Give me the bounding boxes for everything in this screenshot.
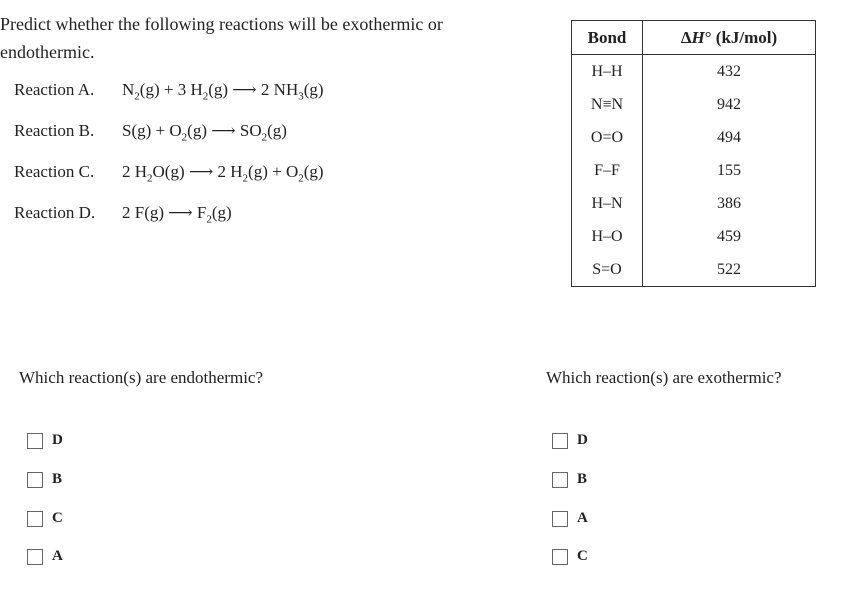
enthalpy-cell: 459: [643, 220, 816, 253]
table-row: [572, 187, 816, 220]
reaction-equation: 2 $H_2O(g)$ ⟶ 2 $H_2(g) + O_2(g)$: [122, 162, 324, 185]
checkbox[interactable]: [27, 511, 43, 527]
reaction-label: Reaction C.: [14, 162, 95, 181]
table-row: [572, 121, 816, 154]
checkbox[interactable]: [552, 549, 568, 565]
checkbox[interactable]: [27, 472, 43, 488]
checkbox[interactable]: [27, 433, 43, 449]
table-row: [572, 154, 816, 187]
option-label: B: [52, 471, 63, 487]
reaction-equation: $S(g) + O_2(g)$ ⟶ $SO_2(g)$: [122, 121, 287, 144]
endothermic-option-a[interactable]: [27, 548, 63, 565]
option-label: D: [52, 432, 63, 448]
bond-cell: H–H: [572, 55, 643, 89]
table-row: [572, 253, 816, 287]
checkbox[interactable]: [552, 472, 568, 488]
reaction-c: [14, 162, 324, 184]
enthalpy-cell: 522: [643, 253, 816, 287]
reaction-label: Reaction D.: [14, 203, 96, 222]
reaction-equation: 2 F(g) ⟶ $F_2(g)$: [122, 203, 232, 226]
table-row: [572, 220, 816, 253]
option-label: A: [577, 510, 588, 526]
enthalpy-cell: 494: [643, 121, 816, 154]
table-row: [572, 88, 816, 121]
reaction-label: Reaction A.: [14, 80, 95, 99]
option-label: B: [577, 471, 588, 487]
option-label: D: [577, 432, 588, 448]
bond-cell: N≡N: [572, 88, 643, 121]
exothermic-option-b[interactable]: [552, 471, 587, 488]
bond-cell: F–F: [572, 154, 643, 187]
exothermic-option-d[interactable]: [552, 432, 588, 449]
enthalpy-cell: 386: [643, 187, 816, 220]
endothermic-option-d[interactable]: [27, 432, 63, 449]
reaction-b: [14, 121, 287, 143]
table-row: [572, 55, 816, 89]
option-label: C: [52, 510, 63, 526]
table-header-enthalpy: ΔH° (kJ/mol): [643, 21, 816, 55]
bond-enthalpy-table: [571, 20, 816, 287]
exothermic-option-c[interactable]: [552, 548, 588, 565]
checkbox[interactable]: [27, 549, 43, 565]
exothermic-question: Which reaction(s) are exothermic?: [546, 368, 782, 387]
option-label: A: [52, 548, 63, 564]
question-prompt: Predict whether the following reactions will be exothermic or endothermic.: [0, 14, 443, 62]
bond-cell: H–N: [572, 187, 643, 220]
checkbox[interactable]: [552, 433, 568, 449]
reaction-a: [14, 80, 324, 102]
checkbox[interactable]: [552, 511, 568, 527]
option-label: C: [577, 548, 588, 564]
table-header-bond: Bond: [572, 21, 643, 55]
exothermic-option-a[interactable]: [552, 510, 588, 527]
reaction-d: [14, 203, 232, 225]
endothermic-option-b[interactable]: [27, 471, 62, 488]
bond-cell: S=O: [572, 253, 643, 287]
enthalpy-cell: 942: [643, 88, 816, 121]
endothermic-option-c[interactable]: [27, 510, 63, 527]
reaction-label: Reaction B.: [14, 121, 95, 140]
bond-cell: O=O: [572, 121, 643, 154]
endothermic-question: Which reaction(s) are endothermic?: [19, 368, 264, 387]
enthalpy-cell: 155: [643, 154, 816, 187]
bond-cell: H–O: [572, 220, 643, 253]
enthalpy-cell: 432: [643, 55, 816, 89]
reaction-equation: $N_2(g) + 3$ $H_2(g)$ ⟶ 2 $NH_3(g)$: [122, 80, 324, 103]
